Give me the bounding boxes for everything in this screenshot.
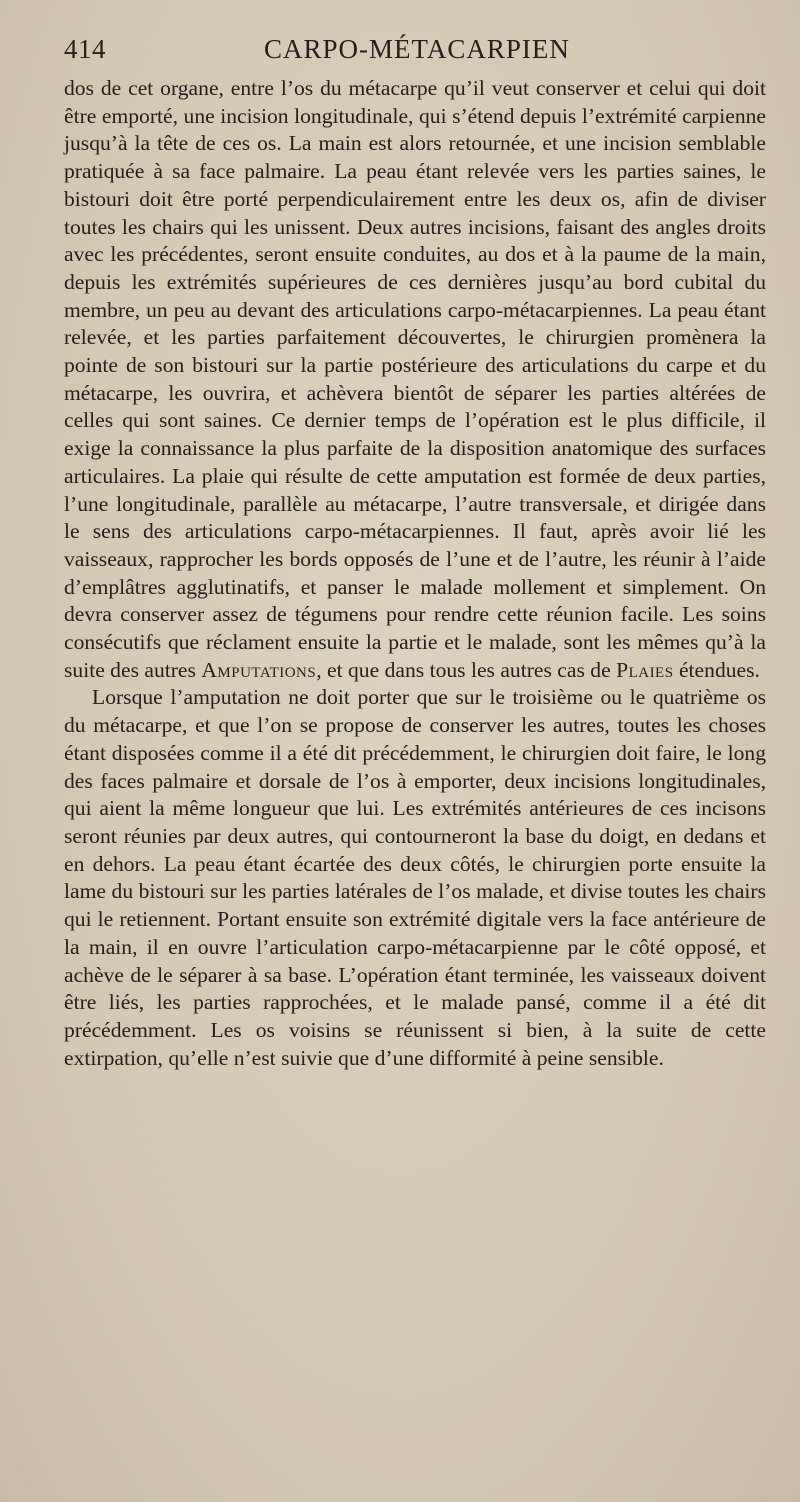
- body-text: [64, 75, 766, 1072]
- cross-reference-amputations: Amputations: [201, 657, 317, 682]
- paragraph-text: , et que dans tous les autres cas de: [316, 657, 617, 682]
- paragraph-text: étendues.: [673, 657, 760, 682]
- paragraph-text: dos de cet organe, entre l’os du métacarpe qu’il veut conserver et celui qui doit être emporté, une incision longitudinale, qui s’étend depuis l’extrémité carpienne jusqu’à la tête de ces os. La main est alors retournée, et une incision semblable pratiquée à sa face palmaire. La peau étant relevée vers les parties saines, le bistouri doit être porté perpendiculairement entre les deux os, afin de diviser toutes les chairs qui les unissent. Deux autres incisions, faisant des angles droits avec les précédentes, seront ensuite conduites, au dos et à la paume de la main, depuis les extrémités supérieures de ces dernières jusqu’au bord cubital du membre, un peu au devant des articulations carpo-métacarpiennes. La peau étant relevée, et les parties parfaitement découvertes, le chirurgien promènera la pointe de son bistouri sur la partie postérieure des articulations du carpe et du métacarpe, les ouvrira, et achèvera bientôt de séparer les parties altérées de celles qui sont saines. Ce dernier temps de l’opération est le plus difficile, il exige la connaissance la plus parfaite de la disposition anatomique des surfaces articulaires. La plaie qui résulte de cette amputation est formée de deux parties, l’une longitudinale, parallèle au métacarpe, l’autre transversale, et dirigée dans le sens des articulations carpo-métacarpiennes. Il faut, après avoir lié les vaisseaux, rapprocher les bords opposés de l’une et de l’autre, les réunir à l’aide d’emplâtres agglutinatifs, et panser le malade mollement et simplement. On devra conserver assez de tégumens pour rendre cette réunion facile. Les soins consécutifs que réclament ensuite la partie et le malade, sont les mêmes qu’à la suite des autres: [64, 76, 766, 682]
- running-head: CARPO-MÉTACARPIEN: [264, 34, 570, 64]
- cross-reference-plaies: Plaies: [616, 657, 674, 682]
- page-number: 414: [64, 34, 106, 64]
- paragraph: Lorsque l’amputation ne doit porter que sur le troisième ou le quatrième os du métacarpe, et que l’on se propose de conserver les autres, toutes les choses étant disposées comme il a été dit précédemment, le chirurgien doit faire, le long des faces palmaire et dorsale de l’os à emporter, deux incisions longitudinales, qui aient la même longueur que lui. Les extrémités antérieures de ces incisons seront réunies par deux autres, qui contourneront la base du doigt, en dedans et en dehors. La peau étant écartée des deux côtés, le chirurgien porte ensuite la lame du bistouri sur les parties latérales de l’os malade, et divise toutes les chairs qui le retiennent. Portant ensuite son extrémité digitale vers la face antérieure de la main, il en ouvre l’articulation carpo-métacarpienne par le côté opposé, et achève de le séparer à sa base. L’opération étant terminée, les vaisseaux doivent être liés, les parties rapprochées, et le malade pansé, comme il a été dit précédemment. Les os voisins se réunissent si bien, à la suite de cette extirpation, qu’elle n’est suivie que d’une difformité à peine sensible.: [64, 685, 766, 1070]
- page-header: [64, 30, 760, 70]
- paragraph-continued: [64, 75, 766, 684]
